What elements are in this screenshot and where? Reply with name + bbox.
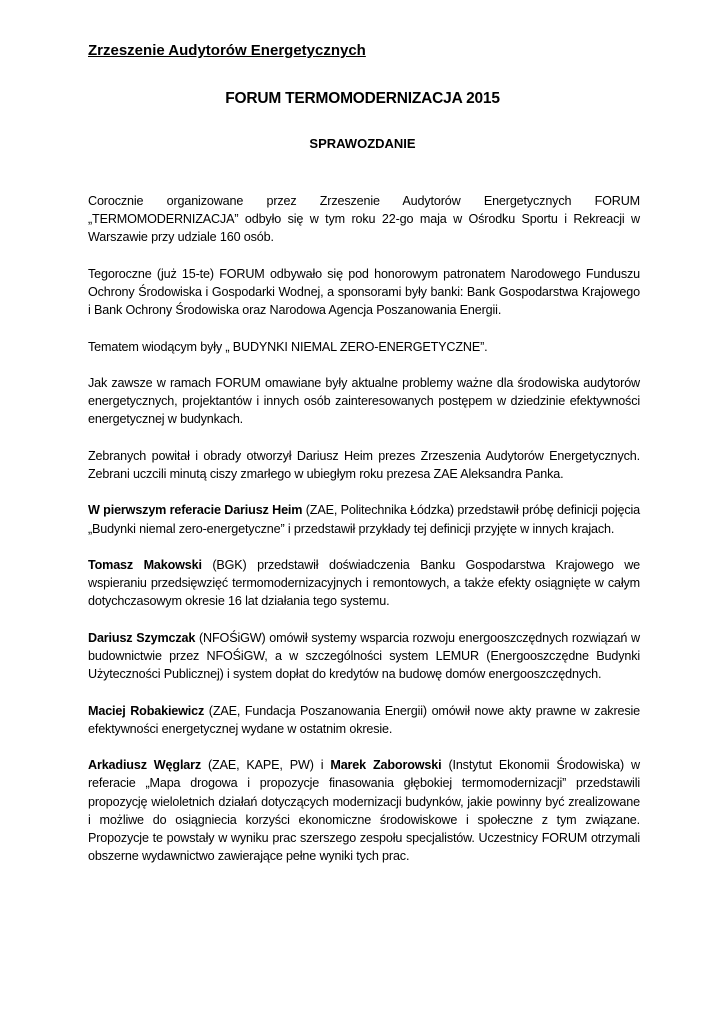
speaker-description: (ZAE, Politechnika Łódzka) przedstawił próbę definicji pojęcia „Budynki niemal zero-energetyczne” i przedstawił przykłady tej definicji przyjęte w innych krajach. xyxy=(88,503,640,536)
paragraph-patronage: Tegoroczne (już 15-te) FORUM odbywało się pod honorowym patronatem Narodowego Funduszu Ochrony Środowiska i Gospodarki Wodnej, a sponsorami były banki: Bank Gospodarstwa Krajowego i Bank Ochrony Środowiska oraz Narodowa Agencja Poszanowania Energii. xyxy=(88,266,640,318)
paragraph-weglarz-zaborowski xyxy=(88,756,640,865)
paragraph-intro: Corocznie organizowane przez Zrzeszenie Audytorów Energetycznych FORUM „TERMOMODERNIZACJA” odbyło się w tym roku 22-go maja w Ośrodku Sportu i Rekreacji w Warszawie przy udziale 160 osób. xyxy=(88,194,640,245)
paragraph-theme: Tematem wiodącym były „ BUDYNKI NIEMAL ZERO-ENERGETYCZNE”. xyxy=(88,339,488,354)
speaker-name: Arkadiusz Węglarz xyxy=(88,758,202,773)
document-title: FORUM TERMOMODERNIZACJA 2015 xyxy=(225,90,500,107)
organization-header: Zrzeszenie Audytorów Energetycznych xyxy=(88,42,366,59)
speaker-name: Dariusz Szymczak xyxy=(88,630,196,645)
paragraph-opening: Zebranych powitał i obrady otworzył Dariusz Heim prezes Zrzeszenia Audytorów Energetycznych. Zebrani uczcili minutą ciszy zmarłego w ubiegłym roku prezesa ZAE Aleksandra Panka. xyxy=(88,448,640,481)
document-subtitle: SPRAWOZDANIE xyxy=(309,136,416,151)
speaker-description: (Instytut Ekonomii Środowiska) w referacie „Mapa drogowa i propozycje finasowania głębokiej termomodernizacji” przedstawili propozycję wieloletnich działań dotyczących modernizacji budynków, jakie powinny być zrealizowane i możliwe do osiągniecia korzyści ekonomiczne środowiskowe i społeczne z tym związane. Propozycje te powstały w wyniku prac szerszego zespołu specjalistów. Uczestnicy FORUM otrzymali obszerne wydawnictwo zawierające pełne wyniki tych prac. xyxy=(88,758,640,864)
paragraph-heim xyxy=(88,501,640,537)
speaker-name: Marek Zaborowski xyxy=(330,758,442,773)
speaker-description: (ZAE, Fundacja Poszanowania Energii) omówił nowe akty prawne w zakresie efektywności energetycznej wydane w ostatnim okresie. xyxy=(88,703,640,736)
speaker-name: Maciej Robakiewicz xyxy=(88,703,205,718)
paragraph-robakiewicz xyxy=(88,702,640,738)
report-body xyxy=(88,192,640,884)
speaker-affiliation: (ZAE, KAPE, PW) i xyxy=(201,758,331,773)
paragraph-szymczak xyxy=(88,629,640,684)
paragraph-makowski xyxy=(88,556,640,611)
speaker-description: (BGK) przedstawił doświadczenia Banku Gospodarstwa Krajowego we wspieraniu przedsięwzięć termomodernizacyjnych i remontowych, a także efekty osiągnięte w całym dotychczasowym okresie 16 lat działania tego systemu. xyxy=(88,557,640,609)
speaker-name: Tomasz Makowski xyxy=(88,557,202,572)
speaker-description: (NFOŚiGW) omówił systemy wsparcia rozwoju energooszczędnych rozwiązań w budownictwie przez NFOŚiGW, a w szczególności system LEMUR (Energooszczędne Budynki Użyteczności Publicznej) i system dopłat do kredytów na budowę domów energooszczędnych. xyxy=(88,630,640,682)
paragraph-topics: Jak zawsze w ramach FORUM omawiane były aktualne problemy ważne dla środowiska audytorów energetycznych, projektantów i innych osób zainteresowanych postępem w dziedzinie efektywności energetycznej w budynkach. xyxy=(88,375,640,427)
speaker-name: W pierwszym referacie Dariusz Heim xyxy=(88,503,303,518)
